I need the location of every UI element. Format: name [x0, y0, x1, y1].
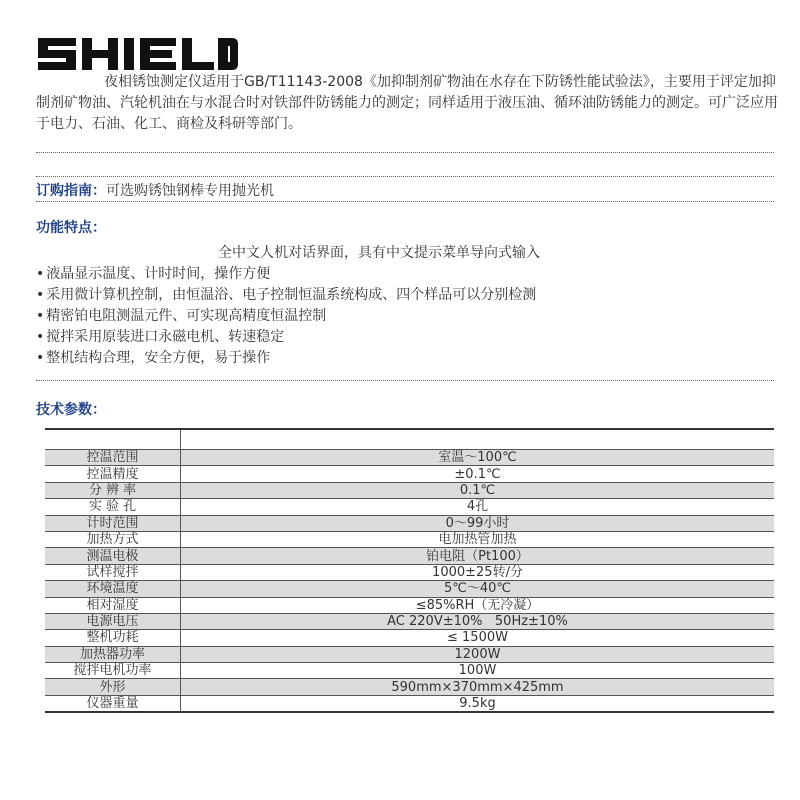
- spec-label: 电源电压: [45, 613, 181, 629]
- divider: [36, 176, 774, 177]
- table-row: [45, 581, 774, 597]
- spec-label: 环境温度: [45, 581, 181, 597]
- spec-label: 整机功耗: [45, 630, 181, 646]
- spec-label: 计时范围: [45, 515, 181, 531]
- spec-label: 实 验 孔: [45, 499, 181, 515]
- spec-value: 590mm×370mm×425mm: [181, 679, 775, 695]
- feature-first-item: 全中文人机对话界面，具有中文提示菜单导向式输入: [218, 245, 540, 261]
- table-row: [45, 646, 774, 662]
- spec-label: 仪器重量: [45, 695, 181, 712]
- feature-list: [36, 264, 536, 369]
- shield-logo-icon: [38, 38, 238, 70]
- spec-value: 电加热管加热: [181, 531, 775, 547]
- table-row: [45, 663, 774, 679]
- spec-label: 加热器功率: [45, 646, 181, 662]
- spec-value: 5℃～40℃: [181, 581, 775, 597]
- order-guide: [36, 180, 274, 200]
- spec-value: 1000±25转/分: [181, 564, 775, 580]
- list-item: • 精密铂电阻测温元件、可实现高精度恒温控制: [36, 306, 536, 327]
- spec-label: 外形: [45, 679, 181, 695]
- specs-title: 技术参数：: [36, 402, 106, 418]
- spec-label: 加热方式: [45, 531, 181, 547]
- divider: [36, 152, 774, 153]
- spec-label: 相对湿度: [45, 597, 181, 613]
- spec-value: 0.1℃: [181, 482, 775, 498]
- spec-value: ≤85%RH（无冷凝）: [181, 597, 775, 613]
- table-row: [45, 450, 774, 466]
- spec-value: 0～99小时: [181, 515, 775, 531]
- spec-value: 4孔: [181, 499, 775, 515]
- table-row: [45, 564, 774, 580]
- specs-table: [45, 428, 774, 713]
- spec-value: 室温～100℃: [181, 450, 775, 466]
- table-row: [45, 613, 774, 629]
- table-row: [45, 679, 774, 695]
- list-item: • 整机结构合理，安全方便，易于操作: [36, 348, 536, 369]
- table-row: [45, 499, 774, 515]
- spec-value: AC 220V±10% 50Hz±10%: [181, 613, 775, 629]
- table-row: [45, 695, 774, 712]
- features-title: 功能特点：: [36, 220, 106, 236]
- divider: [36, 201, 774, 202]
- spec-value: ±0.1℃: [181, 466, 775, 482]
- spec-label: 控温范围: [45, 450, 181, 466]
- list-item: • 采用微计算机控制，由恒温浴、电子控制恒温系统构成、四个样品可以分别检测: [36, 285, 536, 306]
- order-guide-text: 可选购锈蚀钢棒专用抛光机: [106, 183, 274, 199]
- spec-label: 试样搅拌: [45, 564, 181, 580]
- order-guide-label: 订购指南：: [36, 183, 106, 199]
- table-row: [45, 429, 774, 450]
- table-row: [45, 630, 774, 646]
- spec-label: 测温电极: [45, 548, 181, 564]
- brand-logo: [38, 38, 238, 72]
- table-row: [45, 597, 774, 613]
- table-row: [45, 466, 774, 482]
- divider: [36, 380, 774, 381]
- spec-value: 1200W: [181, 646, 775, 662]
- table-row: [45, 515, 774, 531]
- spec-label: 分 辨 率: [45, 482, 181, 498]
- spec-value: 100W: [181, 663, 775, 679]
- intro-paragraph: 夜相锈蚀测定仪适用于GB/T11143-2008《加抑制剂矿物油在水存在下防锈性能试验法》，主要用于评定加抑制剂矿物油、汽轮机油在与水混合时对铁部件防锈能力的测定；同样适用于液压油、循环油防锈能力的测定。可广泛应用于电力、石油、化工、商检及科研等部门。: [36, 74, 778, 132]
- spec-value: ≤ 1500W: [181, 630, 775, 646]
- spec-value: 9.5kg: [181, 695, 775, 712]
- spec-label: 搅拌电机功率: [45, 663, 181, 679]
- list-item: • 搅拌采用原装进口永磁电机、转速稳定: [36, 327, 536, 348]
- list-item: • 液晶显示温度、计时时间，操作方便: [36, 264, 536, 285]
- table-row: [45, 548, 774, 564]
- table-row: [45, 531, 774, 547]
- table-row: [45, 482, 774, 498]
- spec-value: 铂电阻（Pt100）: [181, 548, 775, 564]
- spec-label: 控温精度: [45, 466, 181, 482]
